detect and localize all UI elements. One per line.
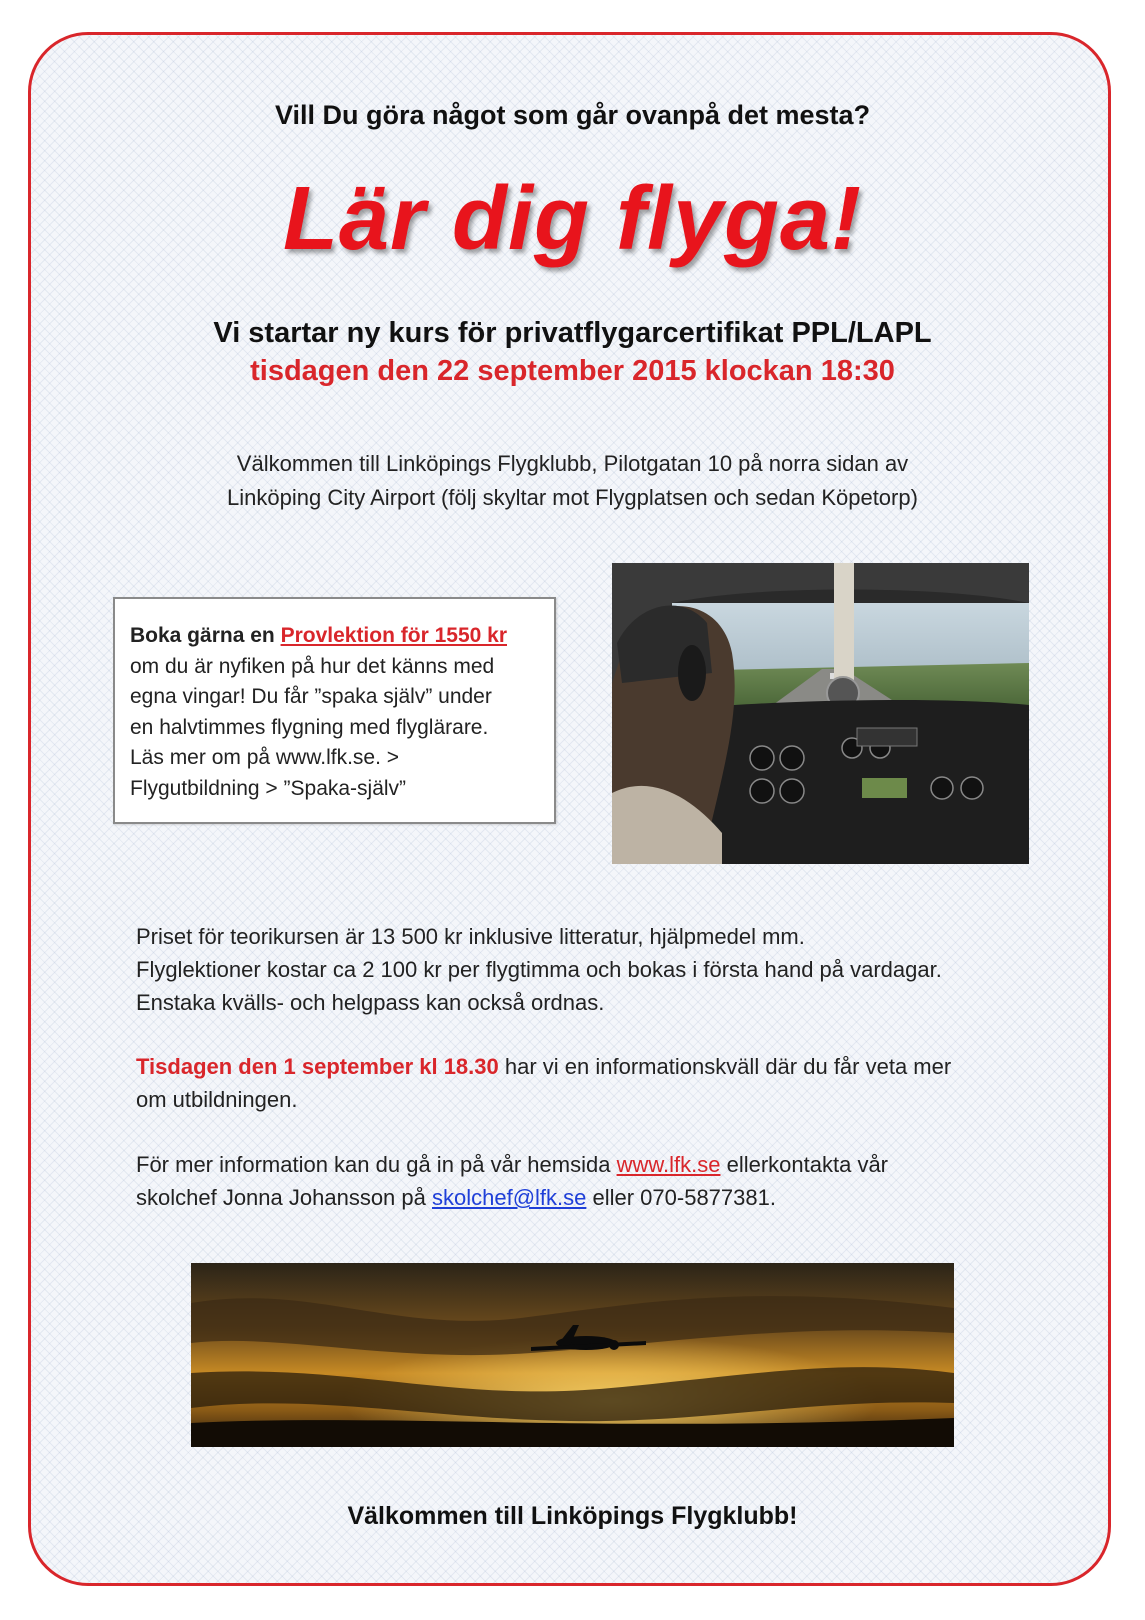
course-line: Vi startar ny kurs för privatflygarcertifikat PPL/LAPL — [213, 317, 932, 349]
pricing-line-1: Priset för teorikursen är 13 500 kr inklusive litteratur, hjälpmedel mm. — [136, 924, 805, 949]
sunset-illustration — [191, 1263, 954, 1447]
course-date: tisdagen den 22 september 2015 klockan 18:30 — [250, 355, 895, 387]
trial-lesson-line: en halvtimmes flygning med flyglärare. — [130, 715, 489, 739]
trial-lesson-lead-line — [130, 621, 538, 652]
info-evening-date: Tisdagen den 1 september kl 18.30 — [136, 1054, 499, 1079]
contact-mid: ellerkontakta vår — [720, 1152, 889, 1177]
contact-post: eller 070-5877381. — [586, 1185, 776, 1210]
trial-lesson-box — [113, 597, 556, 824]
info-evening-line-2: om utbildningen. — [136, 1087, 298, 1112]
pricing-line-2: Flyglektioner kostar ca 2 100 kr per flygtimma och bokas i första hand på vardagar. — [136, 957, 942, 982]
cockpit-illustration — [612, 563, 1029, 864]
pricing-line-3: Enstaka kvälls- och helgpass kan också ordnas. — [136, 990, 605, 1015]
trial-lesson-line: egna vingar! Du får ”spaka själv” under — [130, 685, 492, 708]
contact-line-1 — [136, 1148, 888, 1181]
email-link[interactable]: skolchef@lfk.se — [431, 1185, 587, 1210]
website-link[interactable]: www.lfk.se — [616, 1152, 721, 1177]
welcome-line-2: Linköping City Airport (följ skyltar mot Flygplatsen och sedan Köpetorp) — [227, 485, 918, 510]
trial-lesson-lead: Boka gärna en — [130, 624, 281, 647]
pricing-paragraph — [136, 920, 942, 1019]
welcome-address — [0, 447, 1145, 515]
contact-pre: För mer information kan du gå in på vår hemsida — [136, 1152, 617, 1177]
info-evening-text: har vi en informationskväll där du får veta mer — [498, 1054, 952, 1079]
intro-question: Vill Du göra något som går ovanpå det mesta? — [274, 100, 871, 130]
trial-lesson-line: Läs mer om på www.lfk.se. > — [130, 746, 400, 769]
headline: Lär dig flyga! — [282, 169, 863, 269]
info-evening-line-1 — [136, 1050, 951, 1083]
contact-paragraph — [136, 1148, 888, 1214]
footer-welcome: Välkommen till Linköpings Flygklubb! — [347, 1502, 798, 1530]
trial-lesson-link[interactable]: Provlektion för 1550 kr — [280, 624, 507, 647]
contact-pre2: skolchef Jonna Johansson på — [136, 1185, 432, 1210]
trial-lesson-line: Flygutbildning > ”Spaka-själv” — [130, 776, 407, 800]
sunset-plane-photo — [191, 1263, 954, 1447]
trial-lesson-line: om du är nyfiken på hur det känns med — [130, 654, 495, 678]
info-evening-paragraph — [136, 1050, 951, 1116]
contact-line-2 — [136, 1181, 888, 1214]
welcome-line-1: Välkommen till Linköpings Flygklubb, Pilotgatan 10 på norra sidan av — [236, 451, 909, 476]
cockpit-photo — [612, 563, 1029, 864]
